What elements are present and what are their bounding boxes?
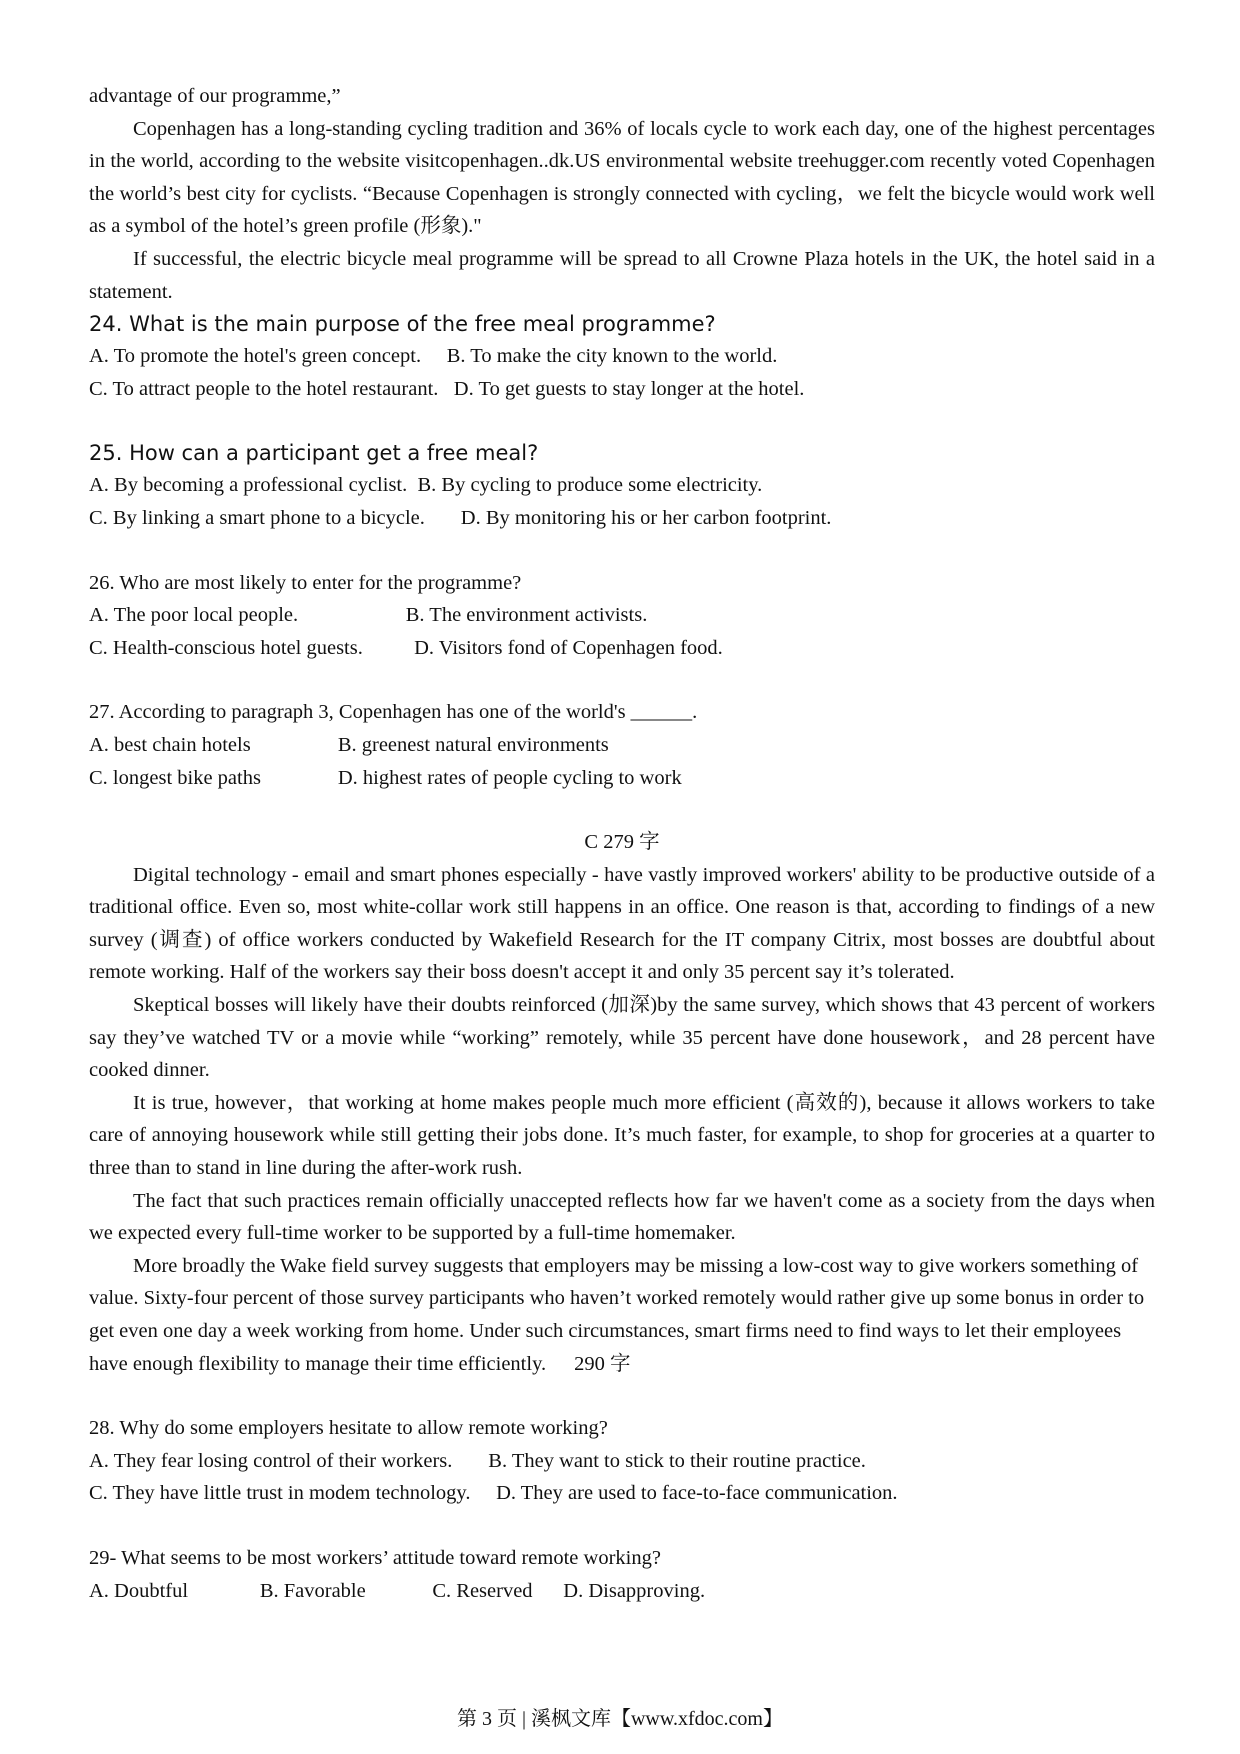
paragraph: advantage of our programme,” (89, 85, 341, 107)
question-options: C. By linking a smart phone to a bicycle. D. By monitoring his or her carbon footprint. (89, 506, 832, 529)
question-stem: 27. According to paragraph 3, Copenhagen has one of the world's ______. (89, 701, 698, 724)
question-28 (89, 1412, 1155, 1510)
page-footer: 第 3 页 | 溪枫文库【www.xfdoc.com】 (456, 1708, 783, 1730)
paragraph: If successful, the electric bicycle meal programme will be spread to all Crowne Plaza hotels in the UK, the hotel said in a statement. (89, 247, 1155, 303)
question-24 (89, 308, 1155, 405)
question-options: C. longest bike paths D. highest rates of people cycling to work (89, 766, 682, 789)
question-options: A. Doubtful B. Favorable C. Reserved D. Disapproving. (89, 1579, 706, 1602)
paragraph: The fact that such practices remain officially unaccepted reflects how far we haven't come as a society from the days when we expected every full-time worker to be supported by a full-time homemaker. (89, 1189, 1155, 1245)
question-stem: 25. How can a participant get a free meal? (89, 441, 539, 466)
question-options: C. Health-conscious hotel guests. D. Visitors fond of Copenhagen food. (89, 636, 723, 659)
question-options: A. By becoming a professional cyclist. B. By cycling to produce some electricity. (89, 474, 763, 497)
section-heading: C 279 字 (584, 831, 660, 854)
question-26 (89, 567, 1155, 665)
question-stem: 28. Why do some employers hesitate to allow remote working? (89, 1417, 608, 1440)
question-options: A. The poor local people. B. The environment activists. (89, 604, 648, 627)
word-count: 290 字 (574, 1352, 631, 1375)
question-options: A. best chain hotels B. greenest natural environments (89, 733, 609, 756)
question-options: A. To promote the hotel's green concept. B. To make the city known to the world. (89, 345, 778, 368)
paragraph: Copenhagen has a long-standing cycling tradition and 36% of locals cycle to work each day, one of the highest percentages in the world, according to the website visitcopenhagen..dk.US environmental website treehugger.com recently voted Copenhagen the world’s best city for cyclists. “Because Copenhagen is strongly connected with cycling，we felt the bicycle would work well as a symbol of the hotel’s green profile (形象)." (89, 117, 1155, 238)
question-options: A. They fear losing control of their workers. B. They want to stick to their routine practice. (89, 1449, 866, 1472)
question-options: C. To attract people to the hotel restaurant. D. To get guests to stay longer at the hotel. (89, 377, 805, 400)
question-options: C. They have little trust in modem technology. D. They are used to face-to-face communication. (89, 1482, 898, 1505)
paragraph: Digital technology - email and smart phones especially - have vastly improved workers' ability to be productive outside of a traditional office. Even so, most white-collar work still happens in an office. One reason is that, according to findings of a new survey (调查) of office workers conducted by Wakefield Research for the IT company Citrix, most bosses are doubtful about remote working. Half of the workers say their boss doesn't accept it and only 35 percent say it’s tolerated. (89, 863, 1155, 984)
document-page (89, 80, 1155, 1607)
paragraph: Skeptical bosses will likely have their doubts reinforced (加深)by the same survey, which shows that 43 percent of workers say they’ve watched TV or a movie while “working” remotely, while 35 percent have done housework，and 28 percent have cooked dinner. (89, 994, 1155, 1082)
question-27 (89, 696, 1155, 794)
question-29 (89, 1542, 1155, 1607)
question-stem: 29- What seems to be most workers’ attitude toward remote working? (89, 1546, 661, 1569)
paragraph (89, 1250, 1155, 1380)
paragraph: It is true, however，that working at home makes people much more efficient (高效的), because it allows workers to take care of annoying housework while still getting their jobs done. It’s much faster, for example, to shop for groceries at a quarter to three than to stand in line during the after-work rush. (89, 1091, 1155, 1180)
question-stem: 26. Who are most likely to enter for the programme? (89, 571, 522, 594)
paragraph-text: More broadly the Wake field survey suggests that employers may be missing a low-cost way to give workers something of value. Sixty-four percent of those survey participants who haven’t worked remotely would rather give up some bonus in order to get even one day a week working from home. Under such circumstances, smart firms need to find ways to let their employees have enough flexibility to manage their time efficiently. (89, 1254, 1145, 1375)
question-stem: 24. What is the main purpose of the free meal programme? (89, 312, 716, 337)
question-25 (89, 437, 1155, 534)
